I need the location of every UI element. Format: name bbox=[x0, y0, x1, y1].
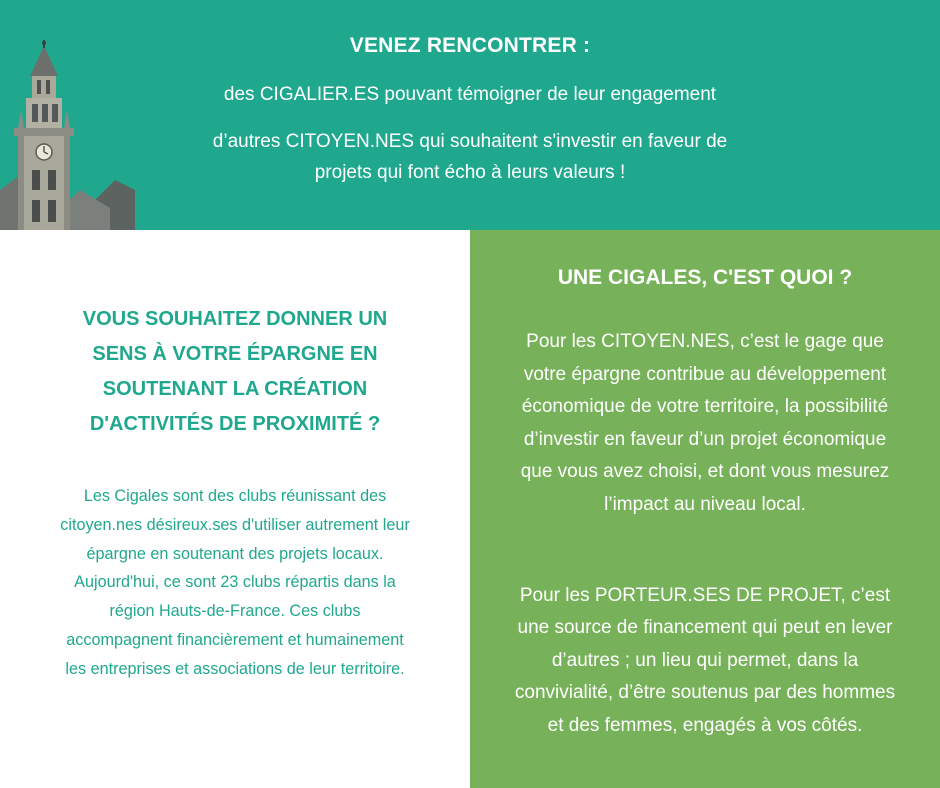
paragraph-gap bbox=[470, 522, 940, 580]
left-body-line: épargne en soutenant des projets locaux. bbox=[86, 544, 384, 563]
banner-line-cigaliers: des CIGALIER.ES pouvant témoigner de leur engagement bbox=[223, 84, 717, 105]
right-para1-line: Pour les CITOYEN.NES, c’est le gage que bbox=[526, 331, 884, 352]
right-panel bbox=[470, 230, 940, 788]
left-heading-line: D'ACTIVITÉS DE PROXIMITÉ ? bbox=[89, 413, 381, 435]
right-body bbox=[470, 326, 940, 743]
left-body-line: accompagnent financièrement et humainement bbox=[66, 630, 404, 649]
banner-line-projets: projets qui font écho à leurs valeurs ! bbox=[314, 162, 626, 183]
left-body-line: Les Cigales sont des clubs réunissant des bbox=[83, 487, 387, 505]
right-para2-line: une source de financement qui peut en lever bbox=[517, 617, 893, 639]
right-para1-line: votre épargne contribue au développement bbox=[523, 363, 887, 385]
right-para1-line: économique de votre territoire, la possibilité bbox=[521, 396, 889, 418]
left-heading-line: SENS À VOTRE ÉPARGNE EN bbox=[92, 343, 378, 365]
right-para2-line: Pour les PORTEUR.SES DE PROJET, c’est bbox=[519, 584, 891, 606]
banner-line-citoyens: d’autres CITOYEN.NES qui souhaitent s'investir en faveur de bbox=[212, 131, 728, 152]
left-panel bbox=[0, 230, 470, 788]
left-body-line: citoyen.nes désireux.ses d'utiliser autrement leur bbox=[60, 515, 410, 534]
left-heading-line: SOUTENANT LA CRÉATION bbox=[102, 378, 368, 400]
left-body-line: Aujourd'hui, ce sont 23 clubs répartis dans la bbox=[74, 573, 396, 592]
right-para1-line: l’impact au niveau local. bbox=[604, 493, 806, 515]
left-body bbox=[20, 482, 450, 684]
right-para2-line: et des femmes, engagés à vos côtés. bbox=[547, 714, 863, 736]
top-banner bbox=[0, 0, 940, 230]
left-heading bbox=[40, 302, 430, 442]
left-body-line: les entreprises et associations de leur territoire. bbox=[65, 659, 405, 678]
right-heading: UNE CIGALES, C'EST QUOI ? bbox=[557, 266, 853, 289]
right-para2-line: convivialité, d’être soutenus par des hommes bbox=[514, 682, 896, 704]
right-para2-line: d’autres ; un lieu qui permet, dans la bbox=[551, 649, 859, 671]
banner-title: VENEZ RENCONTRER : bbox=[349, 34, 591, 57]
left-heading-line: VOUS SOUHAITEZ DONNER UN bbox=[82, 308, 388, 330]
left-body-line: région Hauts-de-France. Ces clubs bbox=[109, 602, 361, 621]
right-para1-line: d’investir en faveur d’un projet économique bbox=[523, 428, 887, 450]
right-para1-line: que vous avez choisi, et dont vous mesurez bbox=[520, 461, 890, 483]
